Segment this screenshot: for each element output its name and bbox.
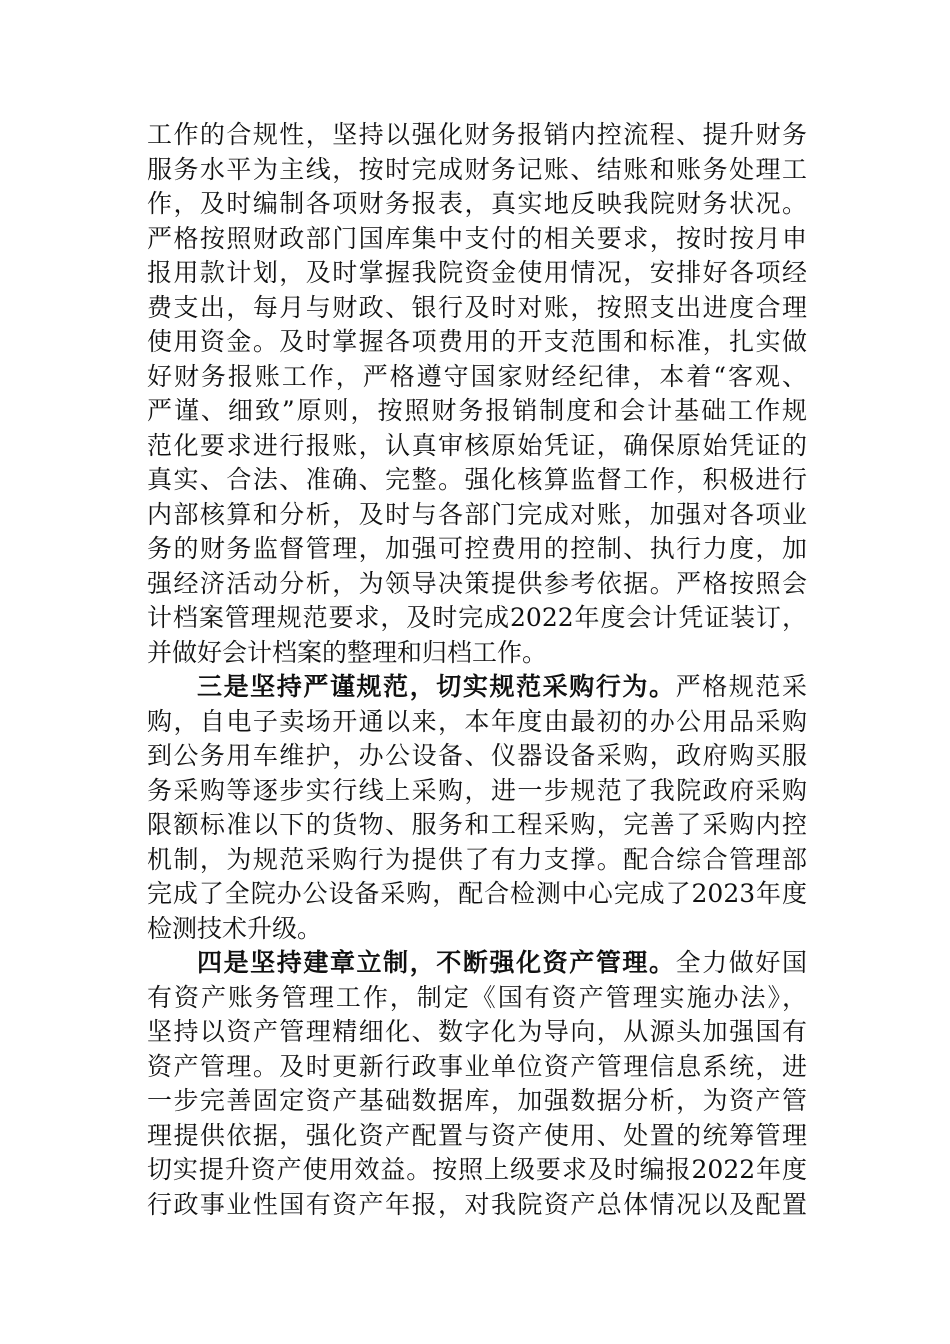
- paragraph-procurement: [147, 670, 807, 946]
- text-line: 务的财务监督管理，加强可控费用的控制、执行力度，加: [147, 534, 807, 563]
- paragraph-heading: 三是坚持严谨规范，切实规范采购行为。: [197, 672, 676, 701]
- text-line: 并做好会计档案的整理和归档工作。: [147, 637, 548, 667]
- text-line: 作，及时编制各项财务报表，真实地反映我院财务状况。: [147, 189, 807, 218]
- text-line: 计档案管理规范要求，及时完成2022年度会计凭证装订，: [147, 603, 807, 632]
- text-line: 务采购等逐步实行线上采购，进一步规范了我院政府采购: [147, 775, 807, 805]
- text-line: 一步完善固定资产基础数据库，加强数据分析，为资产管: [147, 1086, 807, 1115]
- text-line: 服务水平为主线，按时完成财务记账、结账和账务处理工: [147, 154, 807, 184]
- text-line: 报用款计划，及时掌握我院资金使用情况，安排好各项经: [147, 258, 807, 287]
- text-line: 真实、合法、准确、完整。强化核算监督工作，积极进行: [147, 465, 807, 494]
- paragraph-finance: [147, 118, 807, 670]
- paragraph-heading: 四是坚持建章立制，不断强化资产管理。: [197, 948, 676, 977]
- text-line: 检测技术升级。: [147, 913, 323, 943]
- text-line: 好财务报账工作，严格遵守国家财经纪律，本着“客观、: [147, 361, 807, 391]
- text-line: 严格按照财政部门国库集中支付的相关要求，按时按月申: [147, 223, 807, 253]
- heading-continuation: 全力做好国: [675, 948, 807, 977]
- text-line: 强经济活动分析，为领导决策提供参考依据。严格按照会: [147, 568, 807, 598]
- text-line: 理提供依据，强化资产配置与资产使用、处置的统筹管理: [147, 1120, 807, 1150]
- paragraph-assets: [147, 946, 807, 1222]
- text-line: 到公务用车维护，办公设备、仪器设备采购，政府购买服: [147, 741, 807, 770]
- text-line: 范化要求进行报账，认真审核原始凭证，确保原始凭证的: [147, 430, 807, 460]
- text-line: 购，自电子卖场开通以来，本年度由最初的办公用品采购: [147, 706, 807, 736]
- text-line: 切实提升资产使用效益。按照上级要求及时编报2022年度: [147, 1155, 807, 1184]
- paragraph-first-line: [147, 670, 807, 705]
- text-line: 费支出，每月与财政、银行及时对账，按照支出进度合理: [147, 292, 807, 322]
- text-line: 坚持以资产管理精细化、数字化为导向，从源头加强国有: [147, 1017, 807, 1046]
- text-line: 严谨、细致”原则，按照财务报销制度和会计基础工作规: [147, 396, 807, 425]
- text-line: 工作的合规性，坚持以强化财务报销内控流程、提升财务: [147, 120, 807, 149]
- text-line: 资产管理。及时更新行政事业单位资产管理信息系统，进: [147, 1051, 807, 1081]
- heading-continuation: 严格规范采: [675, 672, 807, 701]
- text-line: 使用资金。及时掌握各项费用的开支范围和标准，扎实做: [147, 327, 807, 356]
- paragraph-first-line: [147, 946, 807, 981]
- text-line: 机制，为规范采购行为提供了有力支撑。配合综合管理部: [147, 844, 807, 874]
- text-line: 限额标准以下的货物、服务和工程采购，完善了采购内控: [147, 810, 807, 839]
- text-line: 有资产账务管理工作，制定《国有资产管理实施办法》，: [147, 982, 807, 1012]
- document-page: [147, 118, 807, 1222]
- text-line: 内部核算和分析，及时与各部门完成对账，加强对各项业: [147, 499, 807, 529]
- text-line: 完成了全院办公设备采购，配合检测中心完成了2023年度: [147, 879, 807, 908]
- text-line: 行政事业性国有资产年报，对我院资产总体情况以及配置: [147, 1189, 807, 1219]
